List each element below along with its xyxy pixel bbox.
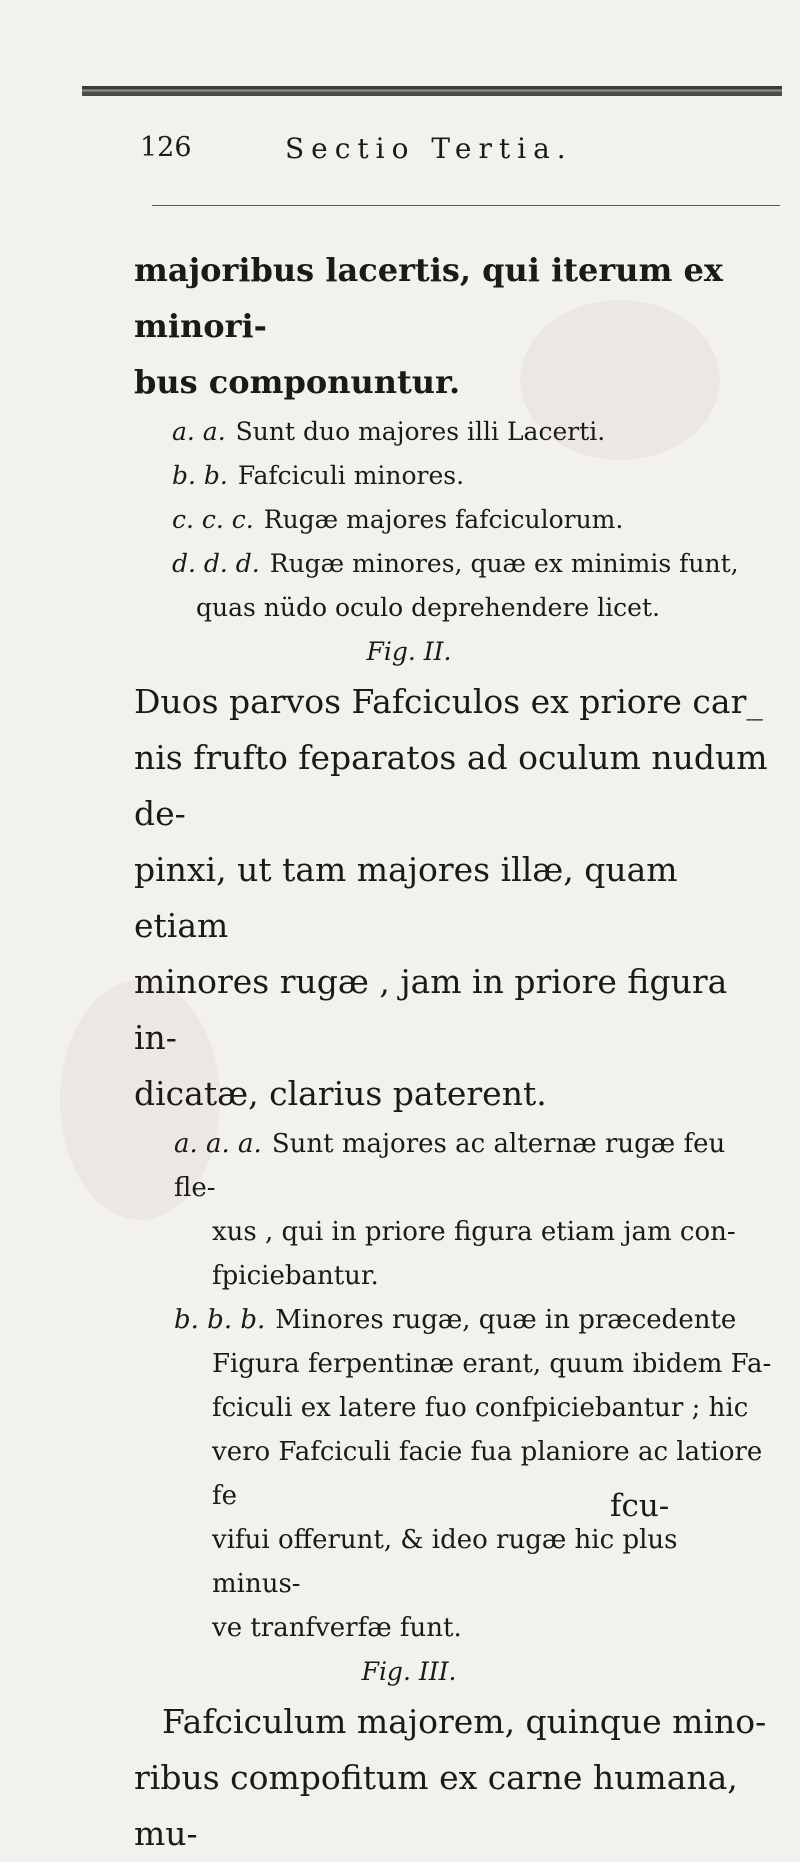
paragraph-line: majoribus lacertis, qui iterum ex minori-	[134, 251, 723, 345]
legend-continuation: Figura ferpentinæ erant, quum ibidem Fa-	[212, 1349, 772, 1379]
legend-marker: c. c. c.	[172, 505, 254, 534]
paragraph-line: pinxi, ut tam majores illæ, quam etiam	[134, 850, 678, 945]
figure-heading: Fig. III.	[361, 1657, 457, 1686]
legend-item	[134, 1298, 774, 1342]
legend-text: Rugæ minores, quæ ex minimis funt,	[269, 549, 739, 578]
legend-text: Minores rugæ, quæ in præcedente	[275, 1305, 737, 1335]
paragraph-line: Fafciculum majorem, quinque mino-	[162, 1702, 767, 1741]
legend-marker: b. b.	[172, 461, 228, 490]
legend-item	[134, 542, 774, 586]
legend-continuation: vifui offerunt, & ideo rugæ hic plus minus-	[212, 1525, 678, 1599]
legend-text: Rugæ majores fafciculorum.	[263, 505, 624, 534]
legend-text: Sunt majores ac alternæ rugæ feu fle-	[174, 1129, 726, 1203]
paragraph-line: nis frufto feparatos ad oculum nudum de-	[134, 738, 768, 833]
legend-marker: d. d. d.	[172, 549, 260, 578]
legend-marker: a. a. a.	[174, 1129, 262, 1159]
legend-text: Fafciculi minores.	[237, 461, 465, 490]
legend-item	[134, 454, 774, 498]
legend-continuation: xus , qui in priore figura etiam jam con-	[212, 1217, 736, 1247]
top-ornament-rule	[82, 86, 782, 96]
legend-continuation: quas nüdo oculo deprehendere licet.	[196, 593, 660, 622]
legend-item	[134, 1122, 774, 1210]
figure-heading: Fig. II.	[366, 637, 452, 666]
legend-item	[134, 410, 774, 454]
legend-continuation: fciculi ex latere fuo confpiciebantur ; hic	[212, 1393, 749, 1423]
paragraph-line: minores rugæ , jam in priore figura in-	[134, 962, 728, 1057]
legend-text: Sunt duo majores illi Lacerti.	[235, 417, 606, 446]
legend-item	[134, 498, 774, 542]
legend-continuation: ve tranfverfæ funt.	[212, 1613, 462, 1643]
running-title: Sectio Tertia.	[285, 132, 573, 165]
paragraph-line: dicatæ, clarius paterent.	[134, 1074, 547, 1113]
header-rule	[152, 205, 780, 206]
paragraph-line: bus componuntur.	[134, 363, 461, 401]
paragraph-line: ribus compofitum ex carne humana, mu-	[134, 1758, 738, 1853]
page-header	[140, 132, 780, 182]
legend-marker: b. b. b.	[174, 1305, 266, 1335]
catchword: fcu-	[610, 1488, 670, 1524]
body-text	[134, 242, 774, 1862]
paragraph-line: Duos parvos Fafciculos ex priore car_	[134, 682, 763, 721]
legend-continuation: vero Fafciculi facie fua planiore ac latiore fe	[212, 1437, 763, 1511]
legend-continuation: fpiciebantur.	[212, 1261, 379, 1291]
legend-marker: a. a.	[172, 417, 226, 446]
page-number: 126	[140, 132, 192, 163]
